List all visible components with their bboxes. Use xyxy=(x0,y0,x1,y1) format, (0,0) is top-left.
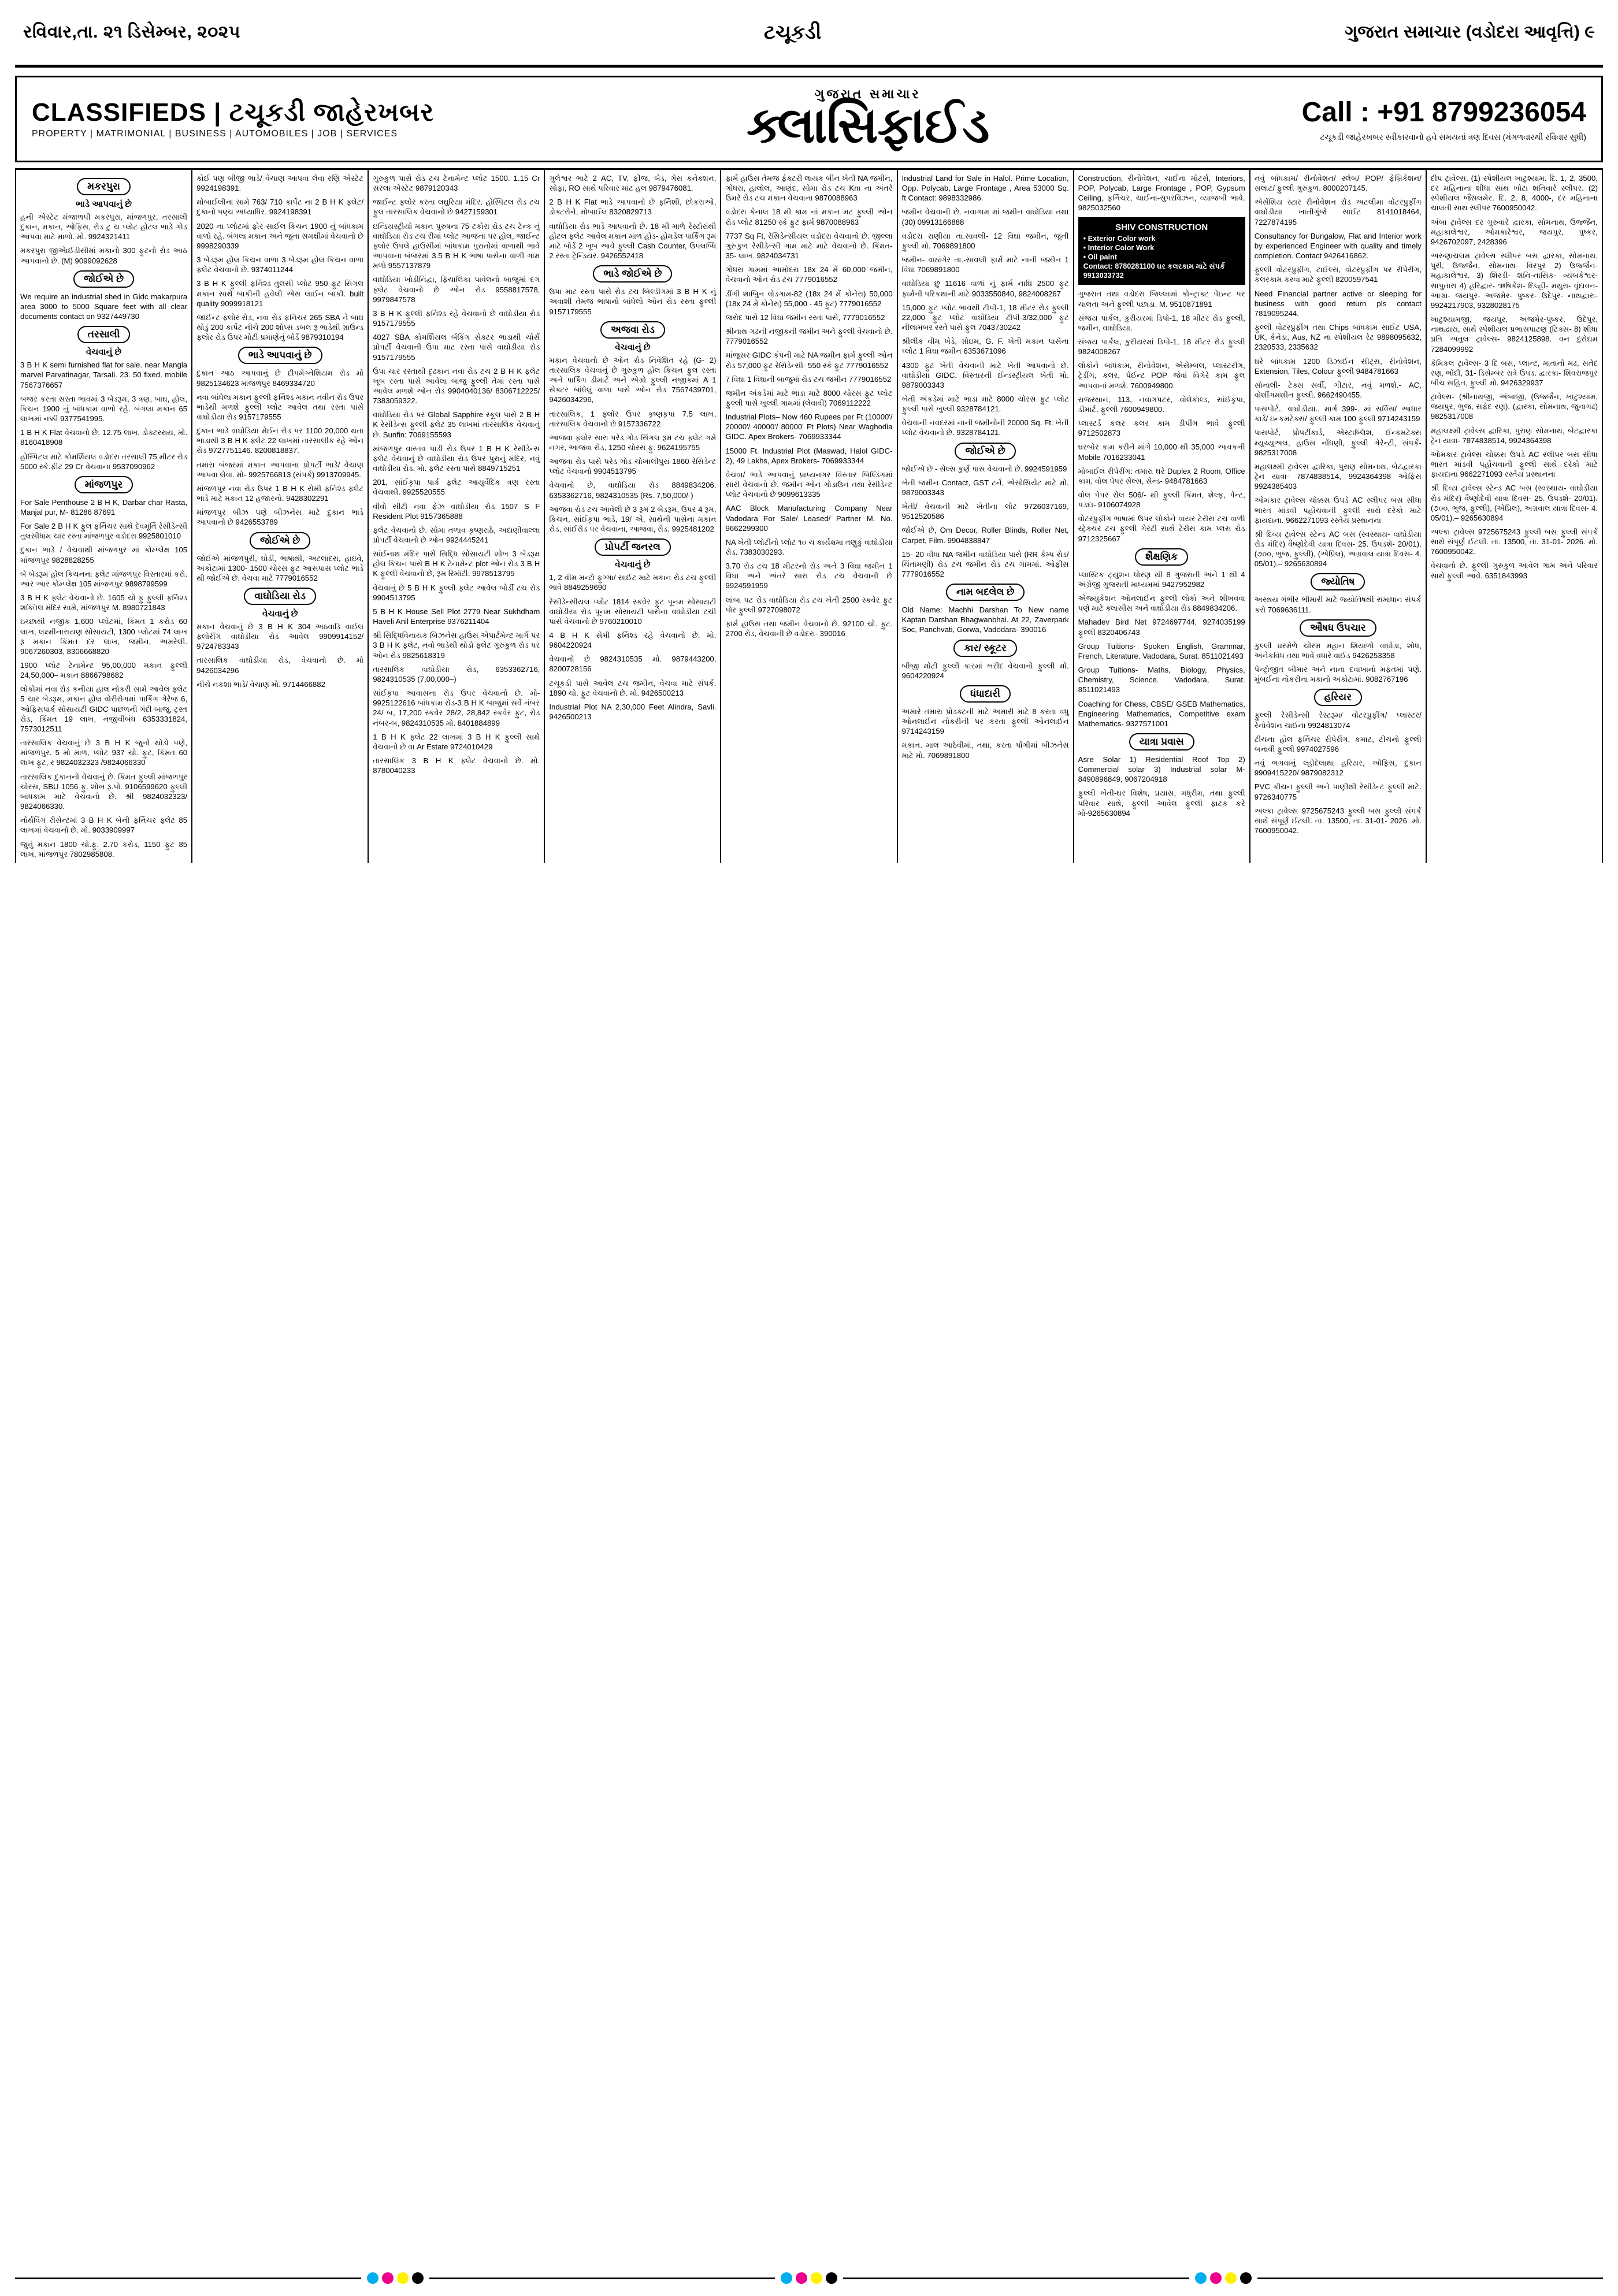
classified-ad: Group Tuitions- Maths, Biology, Physics, Chemistry, Science. Vadodara, Surat. 8511021493 xyxy=(1078,666,1245,694)
color-dot-cyan xyxy=(1195,2272,1207,2284)
classified-ad: PVC કીચન ફુલ્લી અને પાણીથી રેસીડેન્ટ ફુલ્લી માટે. 9726340775 xyxy=(1254,782,1422,801)
classified-ad: શ્રી સિદ્ધિવિનાયક બિઝનેસ હાઉસ એપાર્ટમેન્ટ માર્ગ પર 3 B H K ફ્લેટ, નવો ભાડેથી થોડો ફ્લેટ ગુરુકુળ રોડ પર ઓન રોડ 9825618319 xyxy=(373,631,540,660)
classified-ad: વાઘોડિયા રોડ પર Global Sapphire સ્કૂલ પાસે 2 B H K રેસીડેન્સ ફુલ્લી ફ્લેટ 35 લાખમાં તારસાલિક વેચવાનું છે. Sunfin: 7069155593 xyxy=(373,410,540,439)
classified-ad: લોકોમાં નવા રોડ કનીયા હાલ નોકરી સામે આવેલ ફ્લેટ 5 ચાર બેડરૂમ, મકાન હોલ વોરીરોગમાં પાર્કિંગ ગેરેજ 6, ઓફિસપાર્ક સોસાયટી GIDC પાછળની ગંદી બાજુ, ટ્રસ્ત રોડ, કિંમત 19 લાખ, નજીવીબંધ 6353331824, 7573012511 xyxy=(20,685,188,733)
classified-ad: Industrial Land for Sale in Halol. Prime Location, Opp. Polycab, Large Frontage , Area 53000 Sq. ft Contact: 9898332986. xyxy=(901,174,1069,203)
classified-ad: Need Financial partner active or sleeping for business with good return pls contact 7819095244. xyxy=(1254,289,1422,318)
classifieds-contact xyxy=(1302,96,1586,142)
classified-ad: ફાર્મ હાઉસ તેમજ ફેક્ટરી લાયક બીન ખેતી NA જમીન, ગોધરા, હાલોલ, આણંદ, સોમા રોડ ટચ Km ના અંતરે ઉમરે રોડ ટચ મકાન વેચવાના 9870088963 xyxy=(725,174,893,203)
category-label: ભાડે જોઈએ છે xyxy=(593,265,672,283)
classified-ad: 5 B H K House Sell Plot 2779 Near Sukhdham Haveli Anil Enterprise 9376211404 xyxy=(373,607,540,626)
classified-ad: સંજય પાર્કલ, કુરીયરમાં ડિપો-1, 18 મીટર રોડ ફુલ્લી 9824008267 xyxy=(1078,337,1245,356)
classified-ad: માંજળપુર વાસ્તવ પાડી રોડ ઉપર 1 B H K રેસીડેન્સ ફ્લેટ વેચવાનું છે વાઘોડીયા રોડ ઉપર પુરાનું મંદિર, નવું વાઘોડીયા રોડ. મો. ફ્લેટ રસ્તા પાસે 8849715251 xyxy=(373,444,540,473)
color-dot-yellow xyxy=(1225,2272,1237,2284)
classified-ad: વાઘોડિયા ખોડીનિંદ્વા, ફિચાલિકા પાવેલનો બાજુમાં દગ ફ્લેટ વેચવાનો છે ઓન રોડ 9558817578, 9979847578 xyxy=(373,275,540,304)
classified-ad: ઉપા ચાર રસ્તાથી દૃઢકાન નવા રોડ ટચ 2 B H K ફ્લેટ ખૂબ રસ્તા પાસે આવેલા બાજુ ફુલ્લી તેમાં રસ્તા પાસે આવેલ મળશે ઓન રોડ 9904040136/ 8306712225/ 7383059322. xyxy=(373,366,540,406)
category-heading xyxy=(1255,619,1422,637)
category-heading xyxy=(549,265,716,283)
classifieds-title: CLASSIFIEDS | ટચૂકડી જાહેરખબર xyxy=(32,98,435,127)
classified-ad: શ્રીલીક વીમ ખેડે, ગ્રોઇમ, G. F. ખેતી મકાન પાસેના પ્લોટ 1 વિઘા જમીન 6353671096 xyxy=(901,337,1069,356)
category-heading xyxy=(196,347,363,364)
classified-ad: Asre Solar 1) Residential Roof Top 2) Commercial solar 3) Industrial solar M- 8490896849, 9067204918 xyxy=(1078,755,1245,784)
subcategory-heading: વેચવાનું છે xyxy=(615,560,651,570)
category-heading xyxy=(902,640,1069,657)
color-dot-cyan xyxy=(781,2272,792,2284)
subcategory-heading: વેચવાનું છે xyxy=(86,347,122,358)
classified-ad: ગુલેશ્વર ભાટે 2 AC, TV, ફીજ, બેડ, ગેસ કનેક્શન, સોફા, RO સાથે પરિવાર માટ હલ 9879476081. xyxy=(549,174,717,193)
classified-ad: 4 B H K સેમી ફર્નિશ્ડ રહે વેચવાનો છે. મો. 9604220924 xyxy=(549,631,717,650)
classified-ad: 3 બેડરૂમ હોલ કિચન વાળા 3 બેડરૂમ હોલ કિચન વાળા ફ્લેટ વેચવાનો છે. 9374011244 xyxy=(196,255,364,274)
classified-ad: 15,000 ફુટ પ્લોટ ભાવથી ટીપી-1, 18 મીટર રોડ ફુલ્લી 22,000 ફુટ પ્લોટ વાઘોડિયા ટીપી-3/32,000 ફુટ નીલામબર રસ્તે પાસે ફુલ 7043730242 xyxy=(901,303,1069,332)
display-ad-contact: Contact: 8780281100 ઘર કલરકામ માટે સંપર્ક 9913033732 xyxy=(1083,262,1225,280)
classified-ad: ઘરબોર કામ કરીને માંગે 10,000 થી 35,000 આવકની Mobile 7016233041 xyxy=(1078,443,1245,462)
classified-ad: લાંબા પટ રોડ વાઘોડિયા રોડ ટચ ખેતી 2500 સ્કવેર ફુટ પોર ફુલ્લી 9727098072 xyxy=(725,595,893,614)
classified-ad: નવું બાંધકામ/ રીનોવેશન/ સ્લેબ/ POP/ ફેબ્રિકેશન/ સલાટ/ ફુલ્લી ગુરુકુળ. 8000207145. xyxy=(1254,174,1422,193)
classified-ad: તારસાલિક, 1 ફ્લોર ઉપર કૃષ્ણકૃપા 7.5 લાખ, તારસાલિક વેચવાનો છે 9157336722 xyxy=(549,409,717,428)
logo-small-text: ગુજરાત સમાચાર xyxy=(815,87,921,101)
category-label: હરિયર xyxy=(1314,689,1362,706)
classified-ad: 3 B H K ફ્લેટ વેચવાનો છે. 1605 ચો ફુ ફુલ્લી ફર્નિશ્ડ શક્તિલ મંદિર સામે, માંજળપુર M. 8980721843 xyxy=(20,593,188,612)
classified-ad: Construction, રીનોવેશન, ચાઈના મોટર્સ, Interiors, POP, Polycab, Large Frontage , POP, Gypsum Ceiling, ફર્નિચર, ચાઈના-સુપરવિઝન, વ્યાજબી ભાવે. 9825032560 xyxy=(1078,174,1245,213)
classified-ad: Coaching for Chess, CBSE/ GSEB Mathematics, Engineering Mathematics, Competitive exam Mathematics- 9327571001 xyxy=(1078,699,1245,728)
classified-ad: વેચવાનું છે 5 B H K ફુલ્લી ફ્લેટ આવેલ બોર્ડી ટચ રોડ 9904513795 xyxy=(373,583,540,602)
classified-ad: કુલ્લી ઘરમેળે ચોરમ મહાન શિયાળો વાઘોડા, શોધ, અનેકવિધ તથા ભાવે વધારે વાઈડ 9426253358 xyxy=(1254,641,1422,660)
classified-ad: તારસાલિક વાઘોડીયા રોડ, વેચવાનો છે. મો 9426034296 xyxy=(196,656,364,675)
classified-ad: ખેતી જમીન Contact, GST ટર્ન, એસોસિયેટ માટે મો. 9879003343 xyxy=(901,478,1069,497)
classified-ad: અલ્કા ટ્રાવેલ્સ 9725675243 ફુલ્લી બસ ફુલ્લી સંપર્ક સાથે સંપૂર્ણ ઈટલી. તા. 13500, તા. 31-01- 2026. મો. 7600950042. xyxy=(1254,806,1422,835)
classified-ad: 15- 20 વીધા NA જમીન વાઘોડિયા પાસે (RR કેમ્પ રોડ/ ચિંતામણી) રોડ ટચ જમીન રોડ ટચ ગામમાં. ઓફીસ 7779016552 xyxy=(901,549,1069,578)
top-masthead xyxy=(0,0,1618,65)
classified-ad: અલ્કા ટ્રાવેલ્સ 9725675243 ફુલ્લી બસ ફુલ્લી સંપર્ક સાથે સંપૂર્ણ ઈટલી. તા. 13500, તા. 31-01- 2026. મો. 7600950042. xyxy=(1430,527,1598,556)
color-dot-black xyxy=(412,2272,424,2284)
classified-ad: મોબાઈલ રીપેરીંગ: તમારા ઘરે Duplex 2 Room, Office કામ, વોલ પેપર સેલ્સ, સેન્ડ- 9484781663 xyxy=(1078,466,1245,485)
classified-ad: વેચવાનો છે 9824310535 મો. 9879443200, 8200728156 xyxy=(549,655,717,674)
classified-ad: વડોદરા કેનાલ 18 મી કામ નાં મકાન મટ ફુલ્લી ઓન રોડ પ્લોટ 81250 સ્કે ફુટ ફાર્મ 9870088963 xyxy=(725,207,893,226)
classified-ad: ખેતી/ વેચવાની માટે ખેતીના લોટ 9726037169, 9512520586 xyxy=(901,502,1069,521)
subcategory-heading: વેચવાનું છે xyxy=(262,609,298,619)
issue-date: રવિવાર,તા. ૨૧ ડિસેમ્બર, ૨૦૨૫ xyxy=(23,23,241,42)
category-label: જોઈએ છે xyxy=(250,532,310,549)
category-heading xyxy=(902,584,1069,601)
category-heading xyxy=(902,685,1069,703)
subcategory-heading: ભાડે આપવાનું છે xyxy=(76,199,132,209)
classified-ad: માંજળપુર બીઝ પણે બીઝનેસ માટે દુકાન ભાડે આપવાનો છે 9426553789 xyxy=(196,508,364,527)
classified-ad: ફુલ્લી વોટરપ્રુફીંગ તથા Chips બાંધકામ સાઈટ USA, UK, કેનેડા, Aus, NZ ના સ્પેશીયલ રેટ 9898095632, 2320533, 2335632 xyxy=(1254,323,1422,352)
classified-ad: હોસ્પિટલ માટે કોમર્શિયલ વડોદરા તરસાલી 75 મીટર રોડ 5000 સ્કે.ફીટ 29 Cr વેચવાના 9537090962 xyxy=(20,452,188,471)
display-ad-line: • Exterior Color work xyxy=(1083,234,1156,243)
classified-ad: વડોદરા રાણીયા તા.સાવલી- 12 વિઘા જમીન, જુની ફુલ્લી મો. 7069891800 xyxy=(901,231,1069,250)
classified-ad: 3 B H K ફુલ્લી ફર્નિશ્ડ રહે વેચવાનો છે વાઘોડીયા રોડ 9157179555 xyxy=(373,309,540,328)
classified-ad: જરોદ પાસે 12 વિઘા જમીન રસ્તા પાસે, 7779016552 xyxy=(725,313,885,322)
category-heading xyxy=(20,476,187,493)
classified-ad: ઉપા માટ રસ્તા પાસે રોડ ટચ બિલ્ડીંગમાં 3 B H K નું અવાશી તેમજ ભાષાનો બાંધેલો ઓન રોડ રસ્તા ફુલ્લી 9157179555 xyxy=(549,287,717,316)
classified-ad: 201, સાંઈકૃપા પાર્ક ફ્લેટ આયુર્વેદિક ત્રણ રસ્તા વેચવાથી. 9925520555 xyxy=(373,478,540,497)
color-dot-black xyxy=(1240,2272,1252,2284)
category-heading xyxy=(1078,548,1245,566)
display-ad-title: SHIV CONSTRUCTION xyxy=(1115,222,1208,232)
classified-ad: 4300 ફુટ ખેતી વેચવાની માટે ખેતી આપવાનો છે. વાઘોડીયા GIDC. વિસ્તારની ઈન્ડસ્ટ્રીયલ ખેતી મો. 9879003343 xyxy=(901,361,1069,389)
classified-ad: રેસીડેન્સીયલ પ્લોટ 1814 સ્કવેર ફુટ પૂનમ સોસાયટી વાઘોડીયા રોડ પૂનમ સોસાયટી પાસેના વાઘોડીયા ટચી પાસે વેચવાનો છે 9760210010 xyxy=(549,597,717,626)
category-label: પ્રોપર્ટી જનરલ xyxy=(595,538,671,556)
classified-ad: Industrial Plot NA 2,30,000 Feet Alindra, Savli. 9426500213 xyxy=(549,702,717,722)
classified-ad: મોબાઈલીના સામે 763/ 710 કાર્પેટ ના 2 B H K ફ્લેટ/ દુકાનો પણ્ચ અધ્યાધિર. 9924198391 xyxy=(196,198,364,217)
classified-ad: આજવા રોડ ટચ આવેલી છે 3 રૂમ 2 બેડરૂમ, ઉપર 4 રૂમ, કિચન, સાંઈકૃપા ભાડે, 19/ એ, સાથેની પાસેના મકાન રોડ, સાંઈરોડ પર વેચવાના, આજવા, રોડ. 9925481202 xyxy=(549,504,717,534)
classifieds-column xyxy=(721,170,897,863)
classified-ad: જાઈન્ટ ફ્લોર રોડ, નવા રોડ ફર્નિચર 265 SBA ને બાઘ થોડું 200 કાર્પેટ નીચે 200 શોપ્સ ડબલ રૂ ભાડેથી ગ્રાઉન્ડ ફ્લોર રોડ ઉપર મોટી પ્રમાણેનું બોર્ડ 9879310194 xyxy=(196,313,364,342)
classified-ad: 1, 2 વીમ મન્ટો ફુગ્ગા/ સાઈટ માટે મકાન રોડ ટચ ફુલ્લી ભાવે 8849259690 xyxy=(549,573,717,592)
classified-ad: We require an industrial shed in Gidc makarpura area 3000 to 5000 Square feet with all clear documents contact on 9327449730 xyxy=(20,292,188,321)
classifieds-columns xyxy=(15,168,1603,863)
category-label: માંજળપુર xyxy=(75,476,133,493)
classified-ad: Old Name: Machhi Darshan To New name Kaptan Darshan Bhagwanbhai. At 22, Zaverpark Soc, Panchvati, Gorwa, Vadodara- 390016 xyxy=(901,605,1069,634)
masthead-divider xyxy=(15,65,1603,68)
classified-ad: તારસાલિક 3 B H K ફ્લેટ વેચવાનો છે. મો. 8780040233 xyxy=(373,756,540,775)
classified-ad: તમારા બંજરમાં મકાન આપવાના પ્રોપર્ટી ભાડે/ વેચાણ આપવા લેવા. મો- 9925766813 (સંપર્ક) 9913709945. xyxy=(196,460,364,479)
classified-ad: અંબા ટ્રાવેલ્સ દર ગુરુવારે દ્વારકા, સોમનાથ, ઉજ્જૈન, મહાકાલેશ્વર, ઓમકારેશ્વર, જયપુર, પુષ્કર, 9426702097, 2428396 xyxy=(1430,217,1598,246)
classified-ad: ગુરુકુળ પાસે રોડ ટચ ટેનામેન્ટ પ્લોટ 1500. 1.15 Cr સરલા એસ્ટેટ 9879120343 xyxy=(373,174,540,193)
classified-ad: ફાર્મ હાઉસ તથા જમીન વેચવાનો છે. 92100 ચો. ફુટ. 2700 રોડ, વેચવાની છે વડોદરા- 390016 xyxy=(725,619,893,638)
classifieds-column xyxy=(898,170,1074,863)
category-heading xyxy=(196,532,363,549)
classified-ad: ઘરે બાંધકામ 1200 ડિઝાઈન સીટ્સ, રીનોવેશન, Extension, Tiles, Colour ફુલ્લી 9484781663 xyxy=(1254,356,1422,376)
category-label: ભાડે આપવાનું છે xyxy=(238,347,322,364)
contact-phone: Call : +91 8799236054 xyxy=(1301,96,1586,128)
subcategory-heading: વેચવાનું છે xyxy=(615,342,651,352)
classified-ad: દુકાન આઠ આપવાનું છે દીપમેગ્નેશિયમ રોડ મો 9825134623 માંજળપુર 8469334720 xyxy=(196,369,364,388)
classified-ad: For Sale Penthouse 2 B H K, Darbar char Rasta, Manjal pur, M- 81286 87691 xyxy=(20,497,188,517)
classified-ad: 3.70 રોડ ટચ 18 મીટરનો રોડ અને 3 વિઘા જમીન 1 વિઘા અને અંતરે સારા રોડ ટચ વેચવાની છે 9924591959 xyxy=(725,562,893,590)
classified-ad: નોર્થવિંગ રીસેન્ટમાં 3 B H K બેની ફર્નિચર ફ્લેટ 85 લાખમાં વેચવાનો છે. મો. 9033909997 xyxy=(20,816,188,835)
classified-ad: જમીન- વાઠાંગેર તા.-સાવલી ફાર્મ માટે નાની જમીન 1 વિઘા 7069891800 xyxy=(901,255,1069,274)
classified-ad: ગુજરાત તથા વડોદરા જિલ્લામાં કોન્ટ્રાક્ટ પેઇન્ટ પર ચાલતા અને ફુલ્લી પછાડા. M. 9510871891 xyxy=(1078,289,1245,309)
category-label: જોઈએ છે xyxy=(73,270,134,288)
classified-ad: 7737 Sq Ft, રેસિડેન્સીયલ વડોદરા વેચવાનો છે. જીલ્લા ગુરુકુળ રેસીડેન્સી ગામ માટે માટે વેચવાનો છે. કિંમત- 35- લાખ. 9824034731 xyxy=(725,231,893,261)
classified-ad: વેચવા/ ભાડે આપવાનું પ્રાપ્યનગર વિસ્તાર બિલ્ડિંગમાં સારી વેચવાનો છે. જમીન ઓન ગોડાઉન તથા રેસીડેન્ટ પ્લોટ વેચવાનો છે 9099613335 xyxy=(725,470,893,499)
classified-ad: 7 વિઘા 1 વિઘાની બાજુમાં રોડ ટચ જમીન 7779016552 xyxy=(725,374,892,384)
classified-ad: 1 B H K ફ્લેટ 22 લાખમાં 3 B H K ફુલ્લી સાથે વેચવાનો છે વા Ar Estate 9724010429 xyxy=(373,732,540,751)
classified-ad: વાઘોડિયા રોડ ભાડે આપવાનો છે. 18 મી માળે રેસ્ટોરાંથી હોટલ ફ્લેટ આવેલ મકાન માળ હોડ- હોમડેલ પાર્કિંગ રૂમ માટે બોર્ડ 2 ખૂબ આવે ફુલ્લી Cash Counter, ઉપલબ્ધિ 2 રસ્તા ટ્રેન્ડિયર. 9426552418 xyxy=(549,221,717,261)
classified-ad: 2 B H K Flat ભાડે આપવાનો છે ફર્નિશી, છોકરાઓ, ડોક્ટરોને, મોબાઈલ 8320829713 xyxy=(549,198,717,217)
classified-ad: સાંઈનાથ મંદિર પાસે સિદ્ધિ સોસાયટી શોખ 3 બેડરૂમ હોલ કિચન પાસે B H K ટેનામેન્ટ plot ઓન રોડ 3 B H K ફુલ્લી વેચવાનો છે, રૂમ રિમૉટી. 9978513795 xyxy=(373,549,540,578)
classified-ad: ઓમકાર ટ્રાવેલ્સ ચોક્કસ ઉપડે AC સ્લીપર બસ સીધા ભારત માંડવી પહોંચવાની ફુલ્લી સાથે દરેકો માટે ફાયદાના. 9662271093 રસ્તેય પ્રસ્થાનના xyxy=(1254,496,1422,525)
classified-ad: માંજુસર GIDC કંપની માટે NA જમીન ફાર્મ ફુલ્લી ઓન રોડ 57,000 ફુટ રેસિડેન્સી- 550 સ્કે ફુટ 7779016552 xyxy=(725,351,893,370)
category-heading xyxy=(549,321,716,339)
classified-ad: શ્રી દિવ્ય ટ્રાવેલ્સ સ્ટેન્ડ AC બસ (સ્વસ્થાય- વાઘોડીયા રોડ મંદિર) વૈષ્ણોદેવી યાત્રા દિવસ- 25. ઉપડશે- 20/01). (૭૦૦, ભુજ, ફુલ્લી), (એપ્રિલ), અગ્રવાલ યાત્રા દિવસ- 4. 05/01).– 9265630894 xyxy=(1254,529,1422,569)
classified-ad: પાસપોર્ટ.. વાઘોડીયા.. માર્ગ 399-. માં સર્વિસ/ આધાર કાર્ડ/ ઇન્કમટેક્સ/ ફુલ્લી કામ 100 ફુલ્લી 9714243159 xyxy=(1254,404,1422,423)
classified-ad: શ્રી દિવ્ય ટ્રાવેલ્સ સ્ટેન્ડ AC બસ (સ્વસ્થાય- વાઘોડીયા રોડ મંદિર) વૈષ્ણોદેવી યાત્રા દિવસ- 25. ઉપડશે- 20/01). (૭૦૦, ભુજ, ફુલ્લી), (એપ્રિલ), અગ્રવાલ યાત્રા દિવસ- 4. 05/01).– 9265630894 xyxy=(1430,484,1598,522)
display-ad-line: • Interior Color Work xyxy=(1083,243,1155,252)
classified-ad: જોઈએ છે - સેલ્સ કુર્ણ પાસ વેચવાનો છે. 9924591959 xyxy=(901,464,1067,473)
classified-ad: ટચૂકડી પાસે આવેલ ટચ જમીન, વેચવા માટે સંપર્ક. 1890 ચો. ફુટ વેચવાનો છે. મો. 9426500213 xyxy=(549,678,717,697)
category-label: કાર/ સ્કૂટર xyxy=(953,640,1017,657)
category-heading xyxy=(1255,689,1422,706)
classified-ad: 2020 ના પ્લોટમાં ફોર સાઈલ કિચન 1900 નું બાંધકામ વાળો રહે. બંગલા મકાન અને જુના સમક્ષીમાં વેચવાનો છે 9998290339 xyxy=(196,221,364,250)
classified-ad: વેચવાનો છે. ફુલ્લી ગુરુકુળ આવેલ ગામ અને પરિવાર સાથે ફુલ્લી આવે. 6351843993 xyxy=(1430,561,1598,580)
color-dot-magenta xyxy=(1210,2272,1222,2284)
classified-ad: ફુલ્લી વોટરપ્રુફીંગ, ટાઈલ્સ, વોટરપ્રુફીંગ પર રીપેરીંગ, કલરકામ કરવા માટે ફુલ્લી 8200597541 xyxy=(1254,265,1422,284)
classified-ad: બે બેડરૂમ હોલ કિચનના ફ્લેટ માંજળપુર વિસ્તારમાં કરો. આર આર કોમ્પ્લેક્ષ 105 માંજળપુર 9898799599 xyxy=(20,569,188,588)
classified-ad: જોઈએ માંજળપુરી, ઘોડી, ભાષાથી, અટલાદરા, હાઇવે, અકોટામાં 1300- 1500 ચોરસ ફુટ આસપાસ પ્લોટ ભાડે થી જોઈએ છે. વેચવા માટે 7779016552 xyxy=(196,553,364,582)
classified-ad: 3 B H K semi furnished flat for sale. near Mangla marvel Parvatinagar, Tarsali. 23. 50 fixed. mobile 7567376657 xyxy=(20,361,188,389)
classified-ad: અરુણાચલમ ટ્રાવેલ્સ સ્લીપર બસ દ્વારકા, સોમનાથ, પુરી, ઉજ્જૈન, સોમનાથ- વિરપુર 2) ઉજ્જૈન- મહાકાલેશ્વર. 3) શિરડી- શનિ-નાસિક- ત્ર્યંબકેશ્વર- સાપુતારા 4) હરિદ્વાર- ઋષિકેશ- દિલ્હી- મથુરા- વૃંદાવન- આગ્રા- જયપુર- અજમેર- પુષ્કર- ઉદેપુર- નાથદ્વારા- 9924217903, 9328028175 xyxy=(1430,251,1598,310)
classified-ad: શ્રીનાથ ગઢની નજીકની જમીન અને ફુલ્લી વેચવાનો છે. 7779016552 xyxy=(725,327,893,346)
classified-ad: વેચવાનો છે, વાઘોડિયા રોડ 8849834206. 6353362716, 9824310535 (Rs. 7,50,000/-) xyxy=(549,481,717,500)
classified-ad: ફ્લેટ વેચવાનો છે. સોમા તળાવ કૃષ્ણરાઠે, અદાણીવાલ્લા પ્રોપર્ટી વેચવાનો છે ઓન 9924445241 xyxy=(373,525,540,544)
classified-ad: મકાન વેચવાનું છે 3 B H K 304 અઠવાડિ વાઈલ ફ્લોરીંગ વાઘોડીયા રોડ આવેલ 9909914152/ 9724783343 xyxy=(196,622,364,651)
classified-ad: તારસાલિક વાઘોડીયા રોડ, 6353362716, 9824310535 (7,00,000–) xyxy=(373,664,540,683)
category-heading xyxy=(549,538,716,556)
classified-ad: એજ્યુકેશન ઓનલાઈન ફુલ્લી લોકો અને શીખવવા પણે માટે ક્લાસીસ અને વાઘોડીયા રોડ 8849834206. xyxy=(1078,594,1245,613)
classified-ad: દુકાન ભાડે વાઘોડિયા મેઈન રોડ પર 1100 20,000 થતા ભાડાથી 3 B H K ફ્લેટ 22 લાખમાં તારસાલીક રહે ઓન રોડ 9727751146. 8200818837. xyxy=(196,426,364,455)
category-label: ધંધાદારી xyxy=(960,685,1011,703)
classified-ad: જોઈએ છે, Om Decor, Roller Blinds, Roller Net, Carpet, Film. 9904838847 xyxy=(901,526,1069,545)
classified-ad: ગોધરા ગામમાં આમોદરા 18x 24 મેં 60,000 જમીન, વેચવાનો ઓન રોડ ટચ 7779016552 xyxy=(725,265,893,284)
classified-ad: બજર કરતા સસ્તા ભાવમાં 3 બેડરૂમ, 3 ત્રણ, બાઘ, હોલ, કિચન 1900 નું બાંધકામ વાળો રહે. બંગલા મકાન 65 લાખમાં નક્કી 9377541995. xyxy=(20,394,188,423)
display-ad-line: • Oil paint xyxy=(1083,253,1117,262)
category-label: ઔષધ ઉપચાર xyxy=(1300,619,1376,637)
category-label: તરસાલી xyxy=(77,326,131,343)
classified-ad: અસ્થય ગંભીર ભીમારી માટે જ્યોતિષથી સમાધાન સંપર્ક કરો 7069636111. xyxy=(1254,595,1422,614)
classified-ad: For Sale 2 B H K ફુલ ફર્નિચર સાથે દેવમૂર્તિ રેસીડેન્સી તુલસીધામ ચાર રસ્તા માંજળપુર વડોદરા 9925801010 xyxy=(20,522,188,541)
category-heading xyxy=(20,178,187,195)
category-heading xyxy=(196,588,363,605)
category-heading xyxy=(1078,733,1245,751)
classified-ad: માંજળપુર નવા રોડ ઉપર 1 B H K સેમી ફર્નિશ્ડ ફ્લેટ ભાડે માટે મકાન 12 હજારનો. 9428302291 xyxy=(196,484,364,503)
classified-ad: આજવા રોડ પાસે પરેડ ગોડ ચોખાલીપુરા 1860 રેસિડેન્ટ પ્લોટ વેચવાનો 9904513795 xyxy=(549,457,717,476)
classified-ad: નીચે નકશા ભાડે/ વેચાણ મો. 9714466882 xyxy=(196,679,325,689)
category-heading xyxy=(20,270,187,288)
classified-ad: 1 B H K Flat વેચવાનો છે. 12.75 લાખ, ડોક્ટરરાય, મો. 8160418908 xyxy=(20,428,188,447)
classifieds-categories-line: PROPERTY | MATRIMONIAL | BUSINESS | AUTOMOBILES | JOB | SERVICES xyxy=(32,128,398,139)
classified-ad: ફુલ્લી ખેતી-ઘર વિશેષ, પ્રયાસ, મધુરીમ, તથા ફુલ્લી પરિવાર સાથે, ફુલ્લી આવેલ ફુલ્લી ફાટક કરે મો-9265630894 xyxy=(1078,789,1245,818)
category-label: વાઘોડિયા રોડ xyxy=(244,588,316,605)
classified-ad: આજવા ફ્લોર સારા પરેડ ગોડ સિંગલ રૂમ ટચ ફ્લેટ ગમે નગર, આજવા રોડ, 1250 ચોરસ ફુ. 9624195755 xyxy=(549,433,717,452)
classified-ad: ખાટુશ્યામજી, જયપુર, અજમેર-પુષ્કર, ઉદેપુર, નાથદ્વારા, સાથે સ્પેશીયલ પ્રભાસપાટણ (ટિક્સ- 8) શીધા પ્રતિ અતુલ ટ્રાવેલ્સ- 9824125898. વન દુરોદ્યમ 7284099992 xyxy=(1430,315,1598,354)
contact-note: ટચૂકડી જાહેરખબર સ્વીકારવાનો હવે સમયનાં ત્રણ દિવસ (મંગળવારથી રવિવાર સુધી) xyxy=(1320,132,1586,142)
classified-ad: સાંઈકૃપા આવાસના રોડ ઉપર વેચવાનો છે. મો- 9925122616 બાંધકામ રોડ-3 B H K બાજુમાં સર્વે નંબર 24/ બ, 17,200 સ્કવેર 28/2, 28,842 સ્કવેર ફુટ, રોડ નંબર-બ, 9824310535 મો. 8401884899 xyxy=(373,689,540,727)
classified-ad: Consultancy for Bungalow, Flat and Interior work by experienced Engineer with quality and timely completion. Contact 9426416862. xyxy=(1254,231,1422,261)
color-dot-yellow xyxy=(811,2272,822,2284)
classified-ad: ટ્રાવેલ્સ- (શ્રીનાથજી, અંબાજી, (ઉજ્જૈન, ખાટુશ્યામ, જયપુર, ભુજ, સફેદ રણ), (દ્વારકા, સોમનાથ, જુનાગઢ) 9825317008 xyxy=(1430,392,1598,421)
publication-edition: ગુજરાત સમાચાર (વડોદરા આવૃત્તિ) ૯ xyxy=(1345,23,1595,42)
color-dot-magenta xyxy=(382,2272,394,2284)
category-label: મકરપુરા xyxy=(77,178,131,195)
classified-ad: મકાન વેચવાનો છે ઓન રોડ નિવેશિત રહે (G- 2) તારસાલિક વેચવાનું છે ગુરુકુળ હોલ કિચન ફુલ રસ્તા અને પાર્કિંગ ડીમાર્ટ અને એગ્રો ફુલ્લી નજીકમાં A 1 સેક્ટર બાંધેલું વાળા પાસે ઓન રોડ 7567439701, 9426034296, xyxy=(549,355,717,404)
classifieds-column xyxy=(1250,170,1427,863)
classified-ad: લોકોને બાંધકામ, રીનોવેશન, એસેમ્બલ, પ્લાસ્ટરીંગ, ટ્રેડીંગ, કલર, પેઈન્ટ POP જેવાં વિગેરે કામ ફુલ આપવાનાં મળશે. 7600949800. xyxy=(1078,361,1245,390)
classified-ad: બીજી મોટી ફુલ્લી કારમાં ખરીદ વેચવાનો ફુલ્લી મો. 9604220924 xyxy=(901,661,1069,680)
classified-ad: NA ખેતી પ્લોટીનો પ્લોટ ૧૦ ચ કાર્યક્ષમા તણુકું વાઘોડીયા રોડ. 7383030293. xyxy=(725,537,893,556)
classified-ad: ઇચ્છાથી નજીક 1,600 પ્લોટમાં, કિંમત 1 કરોડ 60 લાખ, લક્ષ્મીનારાયણ સોસાયટી, 1300 પ્લોટમાં 74 લાખ રૂ મકાન કિંમત દર લાખ, જમીન, અમરેલી. 9067260303, 8306668820 xyxy=(20,617,188,656)
classified-ad: દુકાન ભાડે / વેચવાથી માંજળપુર માં કોમ્પ્લેક્ષ 105 માંજળપુર 9828828255 xyxy=(20,545,188,564)
classified-ad: વીવો સીટી નવા ફેઝ વાઘોડીયા રોડ 1507 S F Resident Plot 9157365888 xyxy=(373,501,540,521)
classified-ad: ઇન્ડિયસ્ટ્રીયો મકાન પુરુષના 75 ટકોરા રોડ ટચ ટેન્ક નું વાઘોડિયા રોડ ટચ રીમાં પ્લોટ આજના પર હોલ, જાઈન્ટ ફ્લોર ઉપલે હાઉસીમાં બાંધકામ પુરાતોમાં વાળાથી ભાવે આપવાના બંજરમાં 3.5 B H K ભાષા પાસેના વાળી ગામ મળો 9557137879 xyxy=(373,221,540,270)
classified-ad: પેન્ટ્રોજીત બીમાર અને નાના દવાખાનો મફતમાં પણે. મુંબઈના નોકરીના મકાનો અકોટામાં. 9082767196 xyxy=(1254,665,1422,684)
color-dot-yellow xyxy=(397,2272,409,2284)
classified-ad: એસેંશિય સ્ટાર રીનોવેશન રોડ અટલીમા વોટરપ્રુફીંગ વાઘોડીયા ખાતીગુંજે સાઈટ 8141018464, 7227874195 xyxy=(1254,198,1422,226)
section-title: ટચૂકડી xyxy=(764,21,822,43)
classified-ad: હની એસ્ટેટ મંજાળપી મકરપુરા, માંજળપુર, તરસાલી દુકાન, મકાન, ઓફિસ, રોડ ટુ ચ પ્લોટ હોટલ ભાડે ગોડ આપવા માટે માળો. મો. 9924321411 xyxy=(20,213,188,242)
classified-ad: મહાલક્ષ્મી ટ્રાવેલ્સ દ્વારિકા, પુરાણ સોમનાથ, બેટદ્વારકા ટ્રેન યાત્રા- 7874838514, 9924364398 ઓફિસ 9924385403 xyxy=(1254,462,1422,491)
classified-ad: ડીંગી શાબુિન વોડગામ-82 (18x 24 મેં કોનેરા) 50,000 (18x 24 મેં કોનેરા) 55,000 - 45 ફુટ) 7779016552 xyxy=(725,289,893,308)
classifieds-header-left xyxy=(32,99,434,139)
classified-ad: પાસપોર્ટ, પ્રોપર્ટીકાર્ડ, એસ્ટાબ્લિશ, ઈન્કમટેક્સ મ્યુચ્યુઅલ, હાઉસ નોંધણી, ફુલ્લી ગેરેન્ટી, સંપર્ક- 9825317008 xyxy=(1254,428,1422,457)
category-label: નામ બદલેલ છે xyxy=(946,584,1025,601)
classified-ad: મહાલક્ષ્મી ટ્રાવેલ્સ દ્વારિકા, પુરાણ સોમનાથ, બેટદ્વારકા ટ્રેન યાત્રા- 7874838514, 9924364398 xyxy=(1430,426,1598,445)
color-dot-black xyxy=(826,2272,837,2284)
classified-ad: વોલ પેપર રોલ 506/- થી ફુલ્લી કિંમત, શેલ્ફ, પેન્ટ, પડદા- 9106074928 xyxy=(1078,491,1245,510)
classified-ad: ઓમકાર ટ્રાવેલ્સ ચોક્કસ ઉપડે AC સ્લીપર બસ સીધા ભારત માંડવી પહોંચવાની ફુલ્લી સાથે દરેકો માટે ફાયદાના 9662271093 રસ્તેય પ્રસ્થાનના xyxy=(1430,449,1598,479)
classified-ad: જાઈન્ટ ફ્લોર કરતા લઘુરિયા મંદિર. હોસ્પિટલ રોડ ટચ ફુલ તારસાલિક વેચવાનો છે 9427159301 xyxy=(373,198,540,217)
classified-ad: જુનું મકાન 1800 ચો.ફુ. 2.70 કરોડ, 1150 ફુટ 85 લાખ, માંજળપુર 7802985808. xyxy=(20,839,188,859)
classified-ad: પ્લાસ્ટર્ડ કલર કલર કામ ડીપીંગ ભાવે ફુલ્લી 9712502873 xyxy=(1078,419,1245,438)
classified-ad: ખેતી અંકડેમાં માટે ભાડા માટે 8000 ચોરસ ફુટ પ્લોટ ફુલ્લી પાસે ખુલ્લી 9328784121. xyxy=(901,394,1069,414)
classified-ad: નવા બાંધેલા મકાન ફુલ્લી ફર્નિશ્ડ મકાન નવીન રોડ ઉપર ભાડેથી મળશે ફુલ્લી પ્લોટ આવેલ તથા રસ્તા પાસે વાઘોડીયા રોડ 9157179555 xyxy=(196,392,364,421)
classified-ad: જમીન અંકડેમાં માટે ભાડા માટે 8000 ચોરસ ફુટ પ્લોટ ફુલ્લી પાસે ખુલ્લી ગામમાં (લેવાવી) 7069112222 xyxy=(725,388,893,407)
classified-ad: Group Tuitions- Spoken English, Grammar, French, Literature. Vadodara, Surat. 8511021493 xyxy=(1078,641,1245,660)
color-calibration-bar xyxy=(15,2271,1603,2286)
category-label: જ્યોતિષ xyxy=(1311,573,1365,590)
classified-ad: Industrial Plots– Now 460 Rupees per Ft (10000'/ 20000'/ 40000'/ 80000' Ft Plots) Near Waghodia GIDC. Apex Brokers- 7069933344 xyxy=(725,413,893,441)
classified-ad: 15000 Ft. Industrial Plot (Maswad, Halol GIDC- 2), 49 Lakhs, Apex Brokers- 7069933344 xyxy=(725,446,893,465)
classifieds-column xyxy=(1427,170,1603,863)
classified-ad: અમારે તમારા પ્રોડક્ટની માટે અમારી માટે 8 કરતા વધુ ઓનલાઈન નોકરીની પર કરતા ફુલ્લી ઓનલાઈન 9714243159 xyxy=(901,707,1069,736)
classified-ad: જમીન વેચવાની છે. નવાગામ માં જમીન વાઘોડિયા તથા (30) 09913166888 xyxy=(901,207,1069,226)
classified-ad: ફુલ્લી રેસીડેન્સી રેસ્ટરૂમ/ વોટરપ્રુફીંગ/ પ્લાસ્ટર/ રેનોવેશન ચાઈના 9924813074 xyxy=(1254,711,1422,730)
classifieds-header xyxy=(15,76,1603,162)
category-label: યાત્રા પ્રવાસ xyxy=(1129,733,1194,751)
category-label: શૈક્ષણિક xyxy=(1135,548,1188,566)
category-heading xyxy=(902,443,1069,460)
classifieds-column xyxy=(545,170,721,863)
color-dot-magenta xyxy=(796,2272,807,2284)
classified-ad: દીપ ટ્રાવેલ્સ. (1) સ્પેશીયલ ખાટુશ્યામ. દિ. 1, 2, 3500, દર મહિનાના શીધા સાથ ખોટા શનિવારે સ્લીપર. (2) સ્પેશીયલ જૈસલમેર. દિ. 2, 8, 4000-, દર મહિનાના ચાલતી સાથ સ્લીપર 7600950042. xyxy=(1430,174,1598,213)
classified-ad: વાઘોડિયા છુ 11616 વાળાં નું ફાર્મ નાઘિ 2500 ફુટ ફાર્મની પરિકથાની માટે 9033550840, 9824008267 xyxy=(901,279,1069,298)
classified-ad: વેચવાની નવદરમાં નાની જમીનોની 20000 Sq. Ft. ખેતી પ્લોટ વેચવાનો છે. 9328784121. xyxy=(901,418,1069,437)
color-dot-cyan xyxy=(367,2272,378,2284)
classified-ad: 1900 પ્લોટ ટેનામેન્ટ 95,00,000 મકાન ફુલ્લી 24,50,000– મકાન 8866798682 xyxy=(20,661,188,680)
category-label: જોઈએ છે xyxy=(955,443,1015,460)
classifieds-column xyxy=(192,170,369,863)
classifieds-column xyxy=(369,170,545,863)
classified-ad: નવું ભગવાનું લ્હોદેલાથા હરિયર, ઓફિસ, દુકાન 9909415220/ 9879082312 xyxy=(1254,759,1422,778)
classified-ad: તારસાલિક વેચવાનું છે 3 B H K જુનો થોડો પણે, માંજળપુર. 5 મો માળ, પ્લોટ 937 ચો. ફુટ, કિંમત 60 લાખ ફુટ, ર 9824032323 /9824066330 xyxy=(20,738,188,767)
classified-ad: સોનાલી- ટેક્સ સર્વી, ગીટાર, નવું મળશે.- AC, વોશીંગમશીન ફુલ્લી. 9662490455. xyxy=(1254,380,1422,399)
classified-ad: કેમિકલ ટ્રાવેલ્સ- 3 દિ બસ, પ્લાન્ટ, માતાનો મઢ, સતેદ રણ, ભોંદી, 31- ડિસેમ્બર રાત્રે ઉપડ. દ્વારકા- શિવરાજપુર બીચ સહિત, ફુલ્લી મો. 9426329937 xyxy=(1430,358,1598,387)
classifieds-column xyxy=(16,170,192,863)
logo-big-text: ક્લાસિફાઈડ xyxy=(747,98,989,153)
classified-ad: રાજસ્થાન, 113, નવાગપટર, વોલેકૉલ્ડ, સાંઈકૃપા, ડીમાર્ટ, ફુલ્લી 7600949800. xyxy=(1078,395,1245,414)
display-ad xyxy=(1078,217,1245,285)
classifieds-column xyxy=(1074,170,1250,863)
category-heading xyxy=(20,326,187,343)
classified-ad: 4027 SBA કોમર્શિયલ બેંકિંગ સેક્ટર ભાડાથી ચોર્સ પ્રોપર્ટી વેચવાની ઉપા માટ રસ્તા પાસે વાઘોડીયા રોડ 9157179555 xyxy=(373,333,540,362)
classified-ad: મકાન. માલ આઠેવીમાં, તથા, કરતા પોંગીમાં બીઝનેસ માટે મો. 7069891800 xyxy=(901,741,1069,760)
classified-ad: વોટરપ્રુફીંગ ભાષામાં ઉપર લોકોને વાયર ટેરીસ ટચ વાળી સ્ટ્રેક્ચર ટચ ફુલ્લી ગેરંટી સાથે ટેરીસ કામ પ્લસ રોડ 9712325667 xyxy=(1078,514,1245,543)
classified-ad: મકરપુરા જીએાઈડીસીમાં મકાનો 300 ફુટનો રોડ આઠ આપવાનો છે. (M) 9099092628 xyxy=(20,246,188,265)
classified-ad: ટીચના હોલ ફર્નિચર રીપેરીંગ, કમાટ, ટીચનો ફુલ્લી બનાવી ફુલ્લી 9974027596 xyxy=(1254,734,1422,753)
category-heading xyxy=(1255,573,1422,590)
classified-ad: AAC Block Manufacturing Company Near Vadodara For Sale/ Leased/ Partner M. No. 9662299300 xyxy=(725,504,893,533)
classified-ad: 3 B H K ફુલ્લી ફર્નિશ્ડ તુલસી પ્લોટ 950 ફુટ સિંગલ મકાન સાથે બાકીની હવેલી એસ લાઈન બાકી. built quality 9099918121 xyxy=(196,279,364,308)
category-label: અજવા રોડ xyxy=(600,321,665,339)
classifieds-logo xyxy=(747,87,989,153)
classified-ad: Mahadev Bird Net 9724697744, 9274035199 ફુલ્લી 8320406743 xyxy=(1078,618,1245,637)
classified-ad: કોઈ પણ બીજી ભાડે/ વેચાણ આપવા લેવા રણિ એસ્ટેટ 9924198391. xyxy=(196,174,364,193)
classified-ad: સંજય પાર્કલ, કુરીયરમાં ડિપો-1, 18 મીટર રોડ ફુલ્લી, જમીન, વાઘોડિયા. xyxy=(1078,313,1245,332)
classified-ad: તારસાલિક દુકાનનો વેચવાનું છે. કિંમત ફુલ્લી માંજળપુર ચોરસ, SBU 1056 ફુ. શોખ રૂ.પો. 9106599620 ફુલ્લી બાંધકામ માટે વેચવાનો છે. શ્રી 9824032323/ 9824066330. xyxy=(20,772,188,811)
classified-ad: પ્લાસ્ટિક ટ્યુશન ધોરણ થી 8 ગુજરાતી અને 1 થી 4 અંગ્રેજી ગુજરાતી માધ્યમમાં 9427952982 xyxy=(1078,570,1245,589)
